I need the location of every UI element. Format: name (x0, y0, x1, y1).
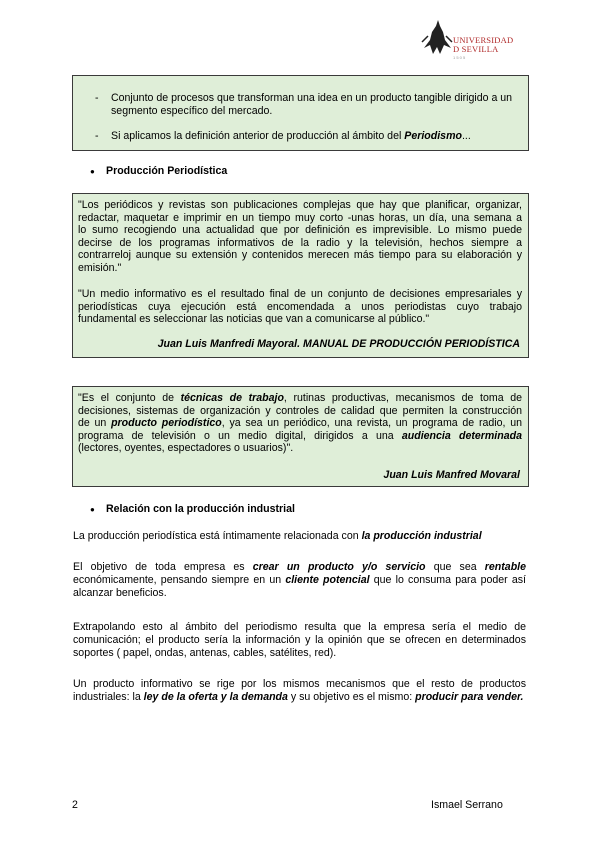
body-paragraph-2: El objetivo de toda empresa es crear un producto y/o servicio que sea rentable económicamente, pensando siempre en un cliente potencial que lo consuma para poder así alcanzar beneficios. (73, 561, 527, 600)
quote-box-definition (72, 386, 529, 487)
quote-paragraph-1: "Los periódicos y revistas son publicaciones complejas que hay que planificar, organizar, redactar, maquetar e imprimir en un tiempo muy corto -unas horas, un día, una semana a lo sumo recogiendo una actualidad que por definición es imprevisible. Lo mismo puede decirse de los programas informativos de la radio y la televisión, hechos siempre a contrarreloj aunque su extensión y contenidos merecen más tiempo para su elaboración y emisión." (78, 199, 522, 274)
body-paragraph-3: Extrapolando esto al ámbito del periodismo resulta que la empresa sería el medio de comunicación; el producto sería la información y la opinión que se ofrecen en determinados soportes ( papel, ondas, antenas, cables, satélites, red). (73, 621, 526, 660)
body-paragraph-1: La producción periodística está íntimamente relacionada con la producción industrial (73, 530, 482, 542)
quote-signature-movaral: Juan Luis Manfred Movaral (383, 469, 520, 481)
page-number: 2 (72, 799, 78, 811)
logo-line-1: UNIVERSIDAD (453, 35, 514, 45)
logo-subtitle: 1 5 0 5 (453, 55, 466, 60)
quote-paragraph-2: "Un medio informativo es el resultado final de un conjunto de decisiones empresariales y periodísticas cuya ejecución está encomendada a unos periodistas cuyo trabajo fundamental es seleccionar las noticias que van a comunicarse al público." (78, 288, 522, 326)
section-heading-relacion: Relación con la producción industrial (106, 503, 295, 515)
university-logo (420, 14, 520, 64)
bullet-dot-icon: ● (90, 167, 95, 176)
definition-box: - Conjunto de procesos que transforman una idea en un producto tangible dirigido a un segmento específico del mercado. - Si aplicamos la definición anterior de producción al ámbito del Periodismo... (72, 75, 529, 151)
bullet-dot-icon: ● (90, 505, 95, 514)
body-paragraph-4: Un producto informativo se rige por los mismos mecanismos que el resto de productos industriales: la ley de la oferta y la demanda y su objetivo es el mismo: producir para vender. (73, 678, 526, 704)
footer-author: Ismael Serrano (431, 799, 503, 811)
quote-box-manfredi (72, 193, 529, 358)
quote-signature-manfredi: Juan Luis Manfredi Mayoral. MANUAL DE PRODUCCIÓN PERIODÍSTICA (157, 338, 520, 350)
logo-line-2: D SEVILLA (453, 44, 499, 54)
quote-definition-text: "Es el conjunto de técnicas de trabajo, rutinas productivas, mecanismos de toma de decisiones, sistemas de organización y controles de calidad que permiten la construcción de un producto periodístico, ya sea un periódico, una revista, un programa de radio, un programa de televisión o un medio digital, dirigidos a una audiencia determinada (lectores, oyentes, espectadores o usuarios)". (78, 392, 522, 455)
giralda-emblem-icon (420, 18, 454, 58)
section-heading-produccion: Producción Periodística (106, 165, 228, 177)
